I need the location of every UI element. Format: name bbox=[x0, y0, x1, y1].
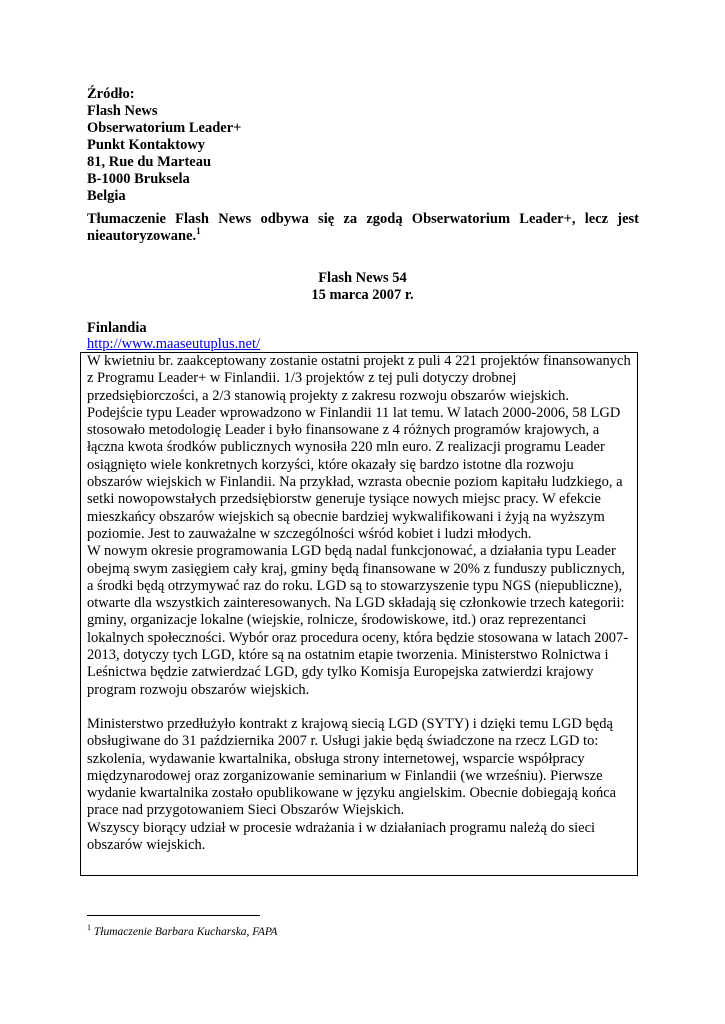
paragraph-gap bbox=[87, 699, 631, 716]
issue-date: 15 marca 2007 r. bbox=[311, 287, 414, 303]
footnote-ref[interactable]: 1 bbox=[196, 226, 201, 237]
translation-note bbox=[87, 211, 639, 245]
source-line: Punkt Kontaktowy bbox=[87, 137, 206, 153]
issue-title: Flash News 54 bbox=[318, 270, 407, 286]
footnote-divider bbox=[87, 915, 260, 916]
country-heading: Finlandia bbox=[87, 320, 147, 336]
footnote-number: 1 bbox=[87, 923, 91, 932]
source-block bbox=[87, 86, 647, 205]
footnote bbox=[87, 921, 277, 939]
article-paragraph: Ministerstwo przedłużyło kontrakt z krajową siecią LGD (SYTY) i dzięki temu LGD będą obsługiwane do 31 października 2007 r. Usługi jakie będą świadczone na rzecz LGD to: szkolenia, wydawanie kwartalnika, obsługa strony internetowej, wsparcie współpracy międzynarodowej oraz zorganizowanie seminarium w Finlandii (we wrześniu). Pierwsze wydanie kwartalnika zostało opublikowane w języku angielskim. Obecnie dobiegają końca prace nad przygotowaniem Sieci Obszarów Wiejskich. bbox=[87, 715, 617, 819]
source-line: Flash News bbox=[87, 103, 158, 119]
translation-note-text: Tłumaczenie Flash News odbywa się za zgodą Obserwatorium Leader+, lecz jest nieautoryzowane. bbox=[87, 211, 639, 244]
article-paragraph: Wszyscy biorący udział w procesie wdrażania i w działaniach programu należą do sieci obszarów wiejskich. bbox=[87, 819, 596, 854]
country-link[interactable]: http://www.maaseutuplus.net/ bbox=[87, 336, 261, 352]
article-paragraph: W nowym okresie programowania LGD będą nadal funkcjonować, a działania typu Leader obejmą swym zasięgiem cały kraj, gminy będą finansowane w 20% z funduszy publicznych, a środki będą otrzymywać raz do roku. LGD są to stowarzyszenie typu NGS (niepubliczne), otwarte dla wszystkich zainteresowanych. Na LGD składają się członkowie trzech kategorii: gminy, organizacje lokalne (wiejskie, rolnicze, środowiskowe, itd.) oraz reprezentanci lokalnych społeczności. Wybór oraz procedura oceny, która będzie stosowana w latach 2007-2013, dotyczy tych LGD, które są na ostatnim etapie tworzenia. Ministerstwo Rolnictwa i Leśnictwa będzie zatwierdzać LGD, gdy tylko Komisja Europejska zatwierdzi krajowy program rozwoju obszarów wiejskich. bbox=[87, 543, 629, 698]
source-line: B-1000 Bruksela bbox=[87, 171, 190, 187]
source-line: Belgia bbox=[87, 188, 126, 204]
source-line: 81, Rue du Marteau bbox=[87, 154, 212, 170]
issue-header bbox=[0, 270, 725, 304]
source-line: Obserwatorium Leader+ bbox=[87, 120, 242, 136]
article-box bbox=[80, 352, 638, 876]
footnote-text: Tłumaczenie Barbara Kucharska, FAPA bbox=[93, 925, 278, 938]
article-paragraph: W kwietniu br. zaakceptowany zostanie ostatni projekt z puli 4 221 projektów finansowanych z Programu Leader+ w Finlandii. 1/3 projektów z tej puli dotyczy drobnej przedsiębiorczości, a 2/3 stanowią projekty z zakresu rozwoju obszarów wiejskich. bbox=[87, 353, 631, 404]
source-line: Źródło: bbox=[87, 86, 135, 102]
article-paragraph: Podejście typu Leader wprowadzono w Finlandii 11 lat temu. W latach 2000-2006, 58 LGD stosowało metodologię Leader i było finansowane z 4 różnych programów krajowych, a łączna kwota środków publicznych wynosiła 220 mln euro. Z realizacji programu Leader osiągnięto wiele konkretnych korzyści, które okazały się bardzo istotne dla rozwoju obszarów wiejskich w Finlandii. Na przykład, wzrasta obecnie poziom kapitału ludzkiego, a setki nowopowstałych przedsiębiorstw generuje tysiące nowych miejsc pracy. W efekcie mieszkańcy obszarów wiejskich są obecnie bardziej wykwalifikowani i żyją na wyższym poziomie. Jest to zauważalne w szczególności wśród kobiet i ludzi młodych. bbox=[87, 404, 623, 542]
